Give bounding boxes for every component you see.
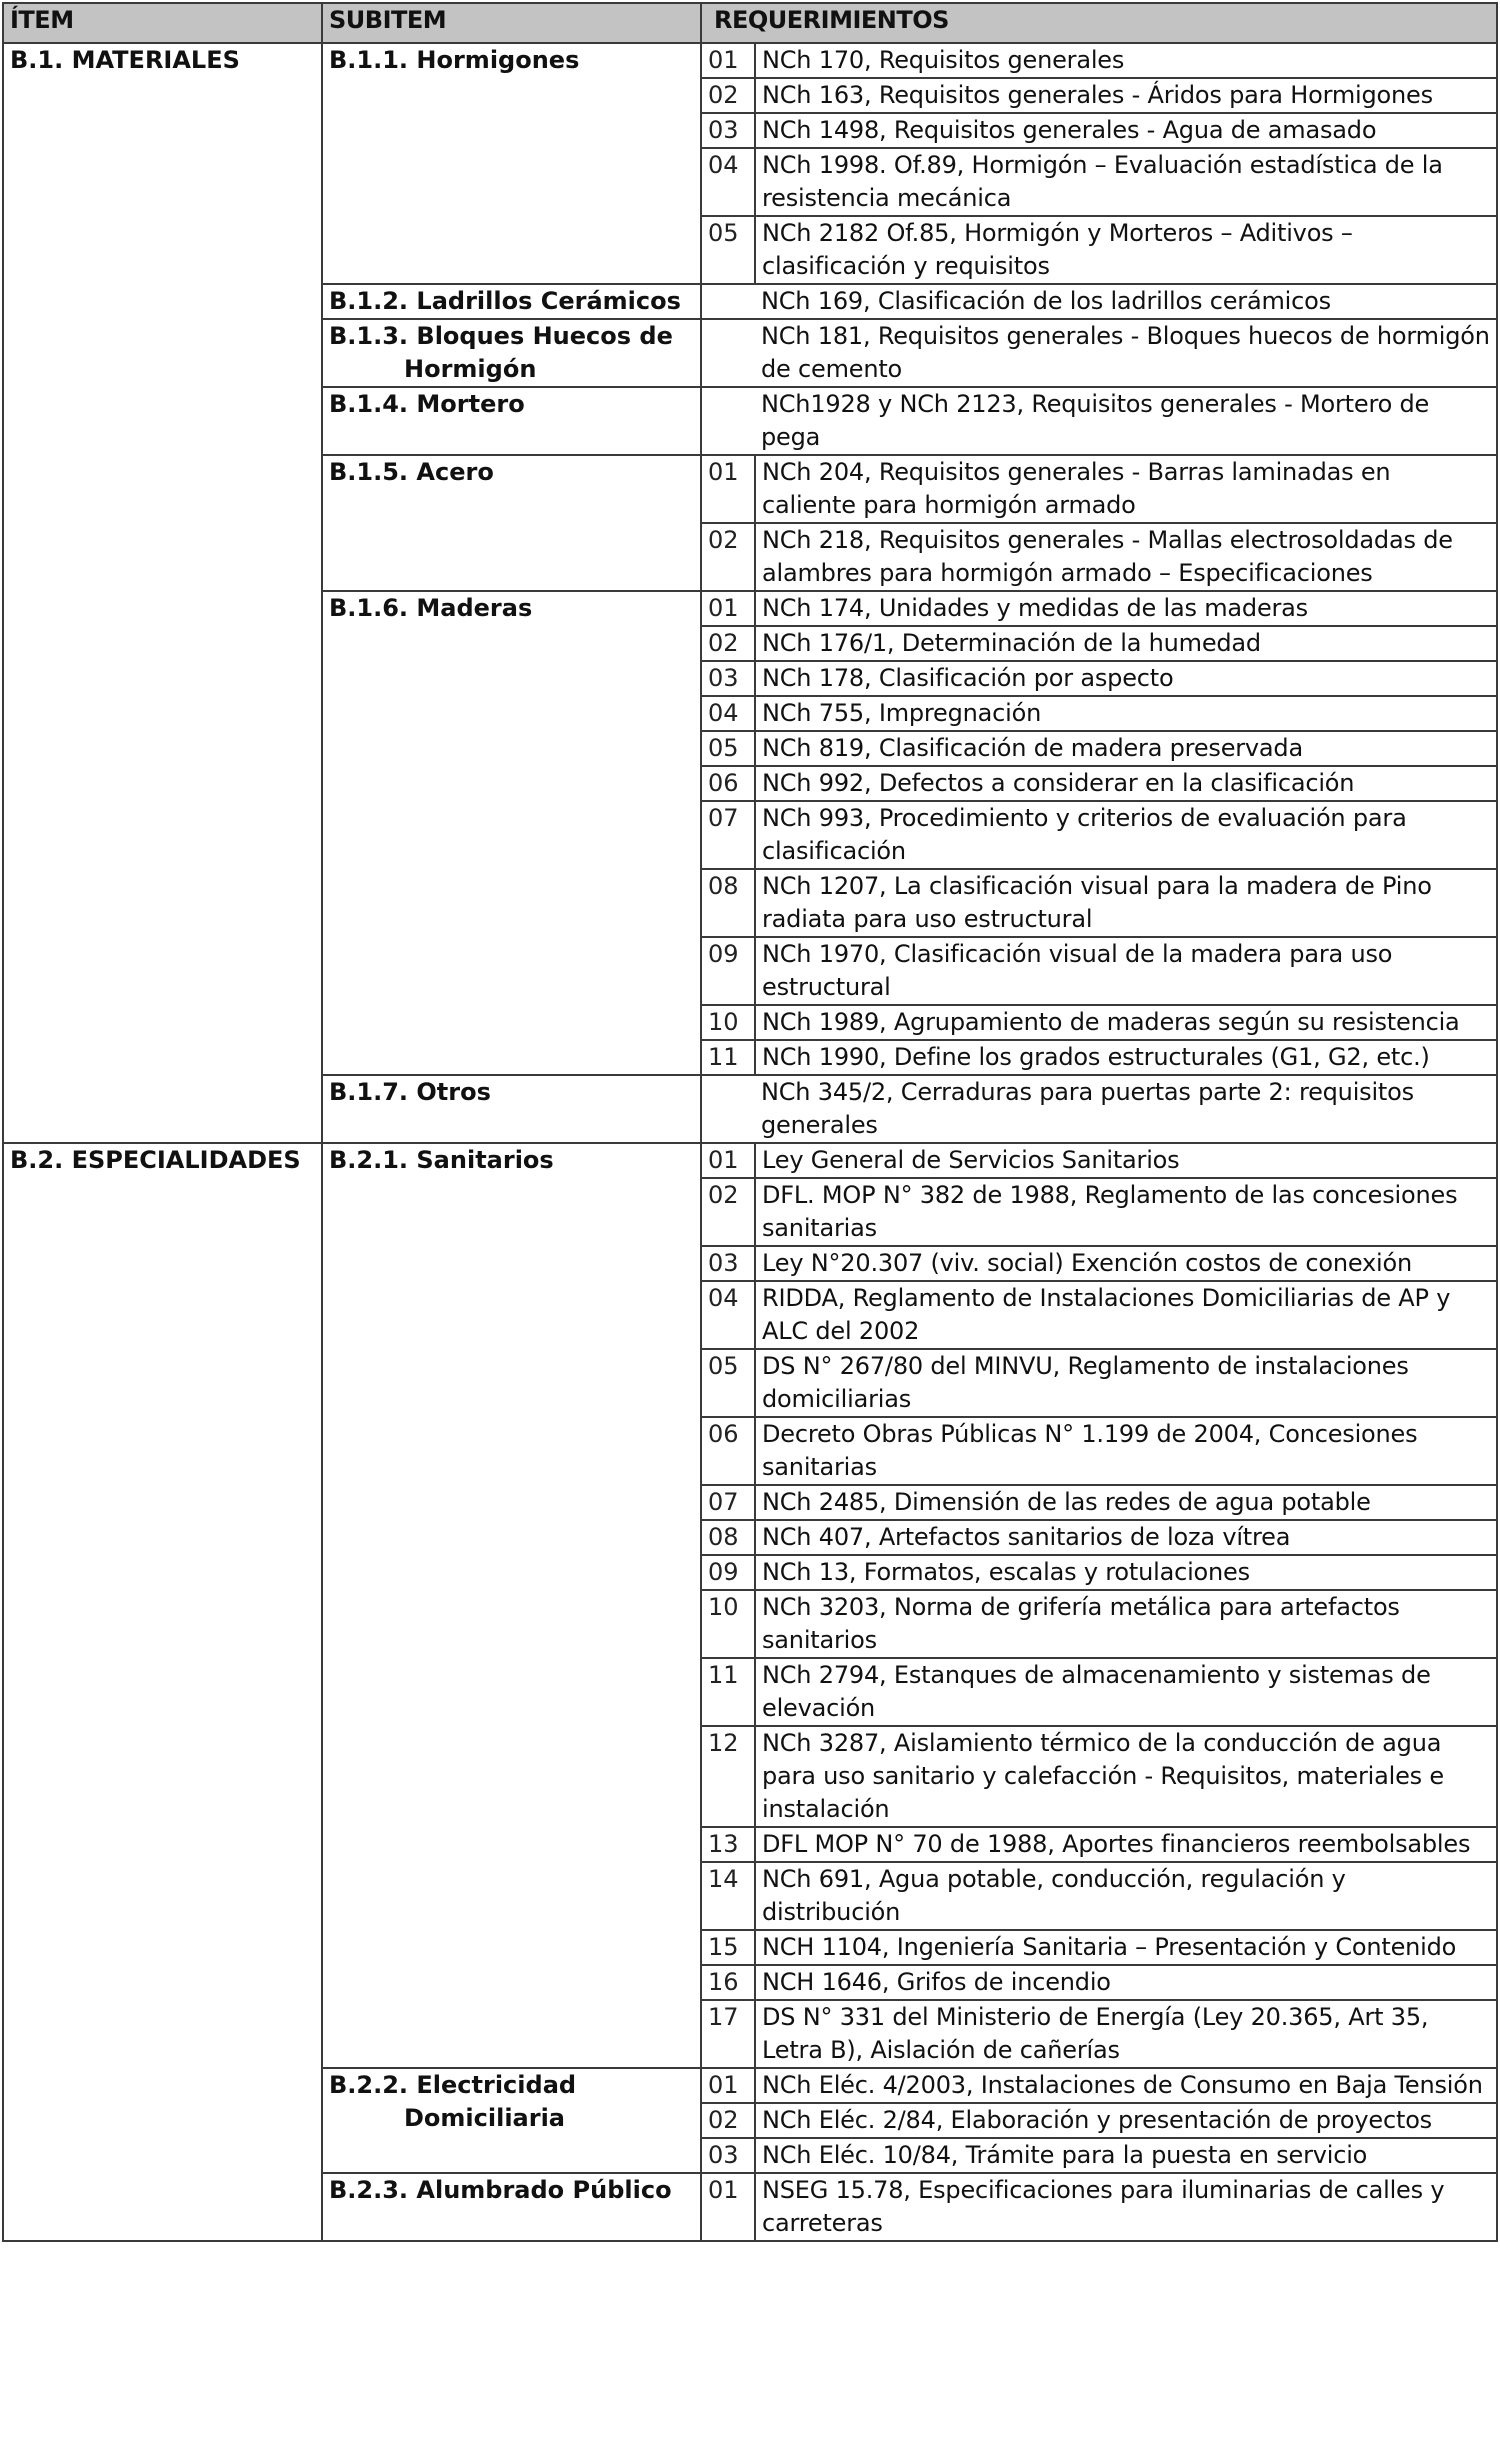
subitem-cell	[322, 2173, 701, 2241]
requirement-number: 11	[701, 1658, 755, 1726]
requirement-text: Decreto Obras Públicas N° 1.199 de 2004, Concesiones sanitarias	[755, 1417, 1497, 1485]
requirement-text: Ley General de Servicios Sanitarios	[755, 1143, 1497, 1178]
requirement-text: Ley N°20.307 (viv. social) Exención costos de conexión	[755, 1246, 1497, 1281]
requirement-text: NCh 819, Clasificación de madera preservada	[755, 731, 1497, 766]
subitem-cell	[322, 1075, 701, 1143]
requirement-text: NCh 1990, Define los grados estructurales (G1, G2, etc.)	[755, 1040, 1497, 1075]
requirement-number: 03	[701, 661, 755, 696]
requirement-number: 07	[701, 1485, 755, 1520]
requirement-text: NCh Eléc. 10/84, Trámite para la puesta en servicio	[755, 2138, 1497, 2173]
subitem-cell	[322, 387, 701, 455]
item-cell: B.1. MATERIALES	[3, 43, 322, 1143]
subitem-cell	[322, 319, 701, 387]
requirement-number: 02	[701, 78, 755, 113]
requirement-number: 01	[701, 2173, 755, 2241]
requirement-text: NCh 204, Requisitos generales - Barras laminadas en caliente para hormigón armado	[755, 455, 1497, 523]
subitem-cell	[322, 284, 701, 319]
requirement-text: NCh Eléc. 4/2003, Instalaciones de Consumo en Baja Tensión	[755, 2068, 1497, 2103]
requirement-number: 14	[701, 1862, 755, 1930]
requirement-number: 04	[701, 1281, 755, 1349]
requirement-number: 11	[701, 1040, 755, 1075]
subitem-label: B.1.5. Acero	[329, 458, 494, 486]
requirement-text: NCh 169, Clasificación de los ladrillos cerámicos	[755, 284, 1497, 319]
header-subitem: SUBITEM	[322, 3, 701, 43]
requirement-number	[701, 387, 755, 455]
requirement-text: NCh 1989, Agrupamiento de maderas según su resistencia	[755, 1005, 1497, 1040]
requirement-text: NCh 13, Formatos, escalas y rotulaciones	[755, 1555, 1497, 1590]
subitem-label: B.1.2. Ladrillos Cerámicos	[329, 287, 681, 315]
requirement-number: 15	[701, 1930, 755, 1965]
subitem-label: B.1.6. Maderas	[329, 594, 533, 622]
requirement-number: 10	[701, 1590, 755, 1658]
requirement-number: 09	[701, 1555, 755, 1590]
requirement-text: NCh 3287, Aislamiento térmico de la conducción de agua para uso sanitario y calefacción - Requisitos, materiales e instalación	[755, 1726, 1497, 1827]
requirement-text: NCh Eléc. 2/84, Elaboración y presentación de proyectos	[755, 2103, 1497, 2138]
subitem-label: B.1.1. Hormigones	[329, 46, 580, 74]
subitem-label: B.2.1. Sanitarios	[329, 1146, 554, 1174]
table-row	[3, 43, 1497, 78]
subitem-cell	[322, 591, 701, 1075]
requirement-text: NCh 992, Defectos a considerar en la clasificación	[755, 766, 1497, 801]
requirement-text: NCh 2794, Estanques de almacenamiento y sistemas de elevación	[755, 1658, 1497, 1726]
requirement-number: 09	[701, 937, 755, 1005]
requirement-number: 03	[701, 1246, 755, 1281]
header-requirements: REQUERIMIENTOS	[701, 3, 1497, 43]
requirement-number: 01	[701, 43, 755, 78]
requirement-number	[701, 319, 755, 387]
requirement-number: 03	[701, 2138, 755, 2173]
requirement-text: NCh 1998. Of.89, Hormigón – Evaluación estadística de la resistencia mecánica	[755, 148, 1497, 216]
requirement-text: RIDDA, Reglamento de Instalaciones Domiciliarias de AP y ALC del 2002	[755, 1281, 1497, 1349]
requirement-text: NCh 345/2, Cerraduras para puertas parte 2: requisitos generales	[755, 1075, 1497, 1143]
subitem-cell	[322, 1143, 701, 2068]
requirement-number: 02	[701, 626, 755, 661]
subitem-label: B.2.2. Electricidad	[329, 2071, 577, 2099]
subitem-label: B.1.4. Mortero	[329, 390, 525, 418]
requirement-text: NCh 176/1, Determinación de la humedad	[755, 626, 1497, 661]
requirement-text: NCh 1207, La clasificación visual para la madera de Pino radiata para uso estructural	[755, 869, 1497, 937]
requirement-number: 17	[701, 2000, 755, 2068]
requirement-number: 04	[701, 148, 755, 216]
requirement-number: 02	[701, 523, 755, 591]
requirement-number: 03	[701, 113, 755, 148]
requirement-number: 06	[701, 1417, 755, 1485]
requirement-number: 01	[701, 455, 755, 523]
requirement-number: 08	[701, 869, 755, 937]
requirement-number	[701, 1075, 755, 1143]
requirement-number: 16	[701, 1965, 755, 2000]
requirement-text: NCH 1104, Ingeniería Sanitaria – Presentación y Contenido	[755, 1930, 1497, 1965]
table-row	[3, 1143, 1497, 1178]
subitem-label: B.2.3. Alumbrado Público	[329, 2176, 672, 2204]
requirement-text: NCh 170, Requisitos generales	[755, 43, 1497, 78]
subitem-label: B.1.3. Bloques Huecos de	[329, 322, 673, 350]
subitem-label: B.1.7. Otros	[329, 1078, 491, 1106]
requirement-text: NCh 993, Procedimiento y criterios de evaluación para clasificación	[755, 801, 1497, 869]
requirement-text: NCh 755, Impregnación	[755, 696, 1497, 731]
item-cell: B.2. ESPECIALIDADES	[3, 1143, 322, 2241]
requirement-number: 05	[701, 1349, 755, 1417]
requirement-text: NCh 3203, Norma de grifería metálica para artefactos sanitarios	[755, 1590, 1497, 1658]
subitem-cell	[322, 2068, 701, 2173]
requirement-number: 01	[701, 591, 755, 626]
subitem-label-continuation: Hormigón	[404, 355, 537, 383]
requirement-text: DS N° 331 del Ministerio de Energía (Ley 20.365, Art 35, Letra B), Aislación de cañerías	[755, 2000, 1497, 2068]
requirement-text: NCh 2485, Dimensión de las redes de agua potable	[755, 1485, 1497, 1520]
requirement-text: NCh 691, Agua potable, conducción, regulación y distribución	[755, 1862, 1497, 1930]
requirement-text: NCh 2182 Of.85, Hormigón y Morteros – Aditivos – clasificación y requisitos	[755, 216, 1497, 284]
requirement-number: 12	[701, 1726, 755, 1827]
requirement-text: DFL. MOP N° 382 de 1988, Reglamento de las concesiones sanitarias	[755, 1178, 1497, 1246]
requirement-text: NCH 1646, Grifos de incendio	[755, 1965, 1497, 2000]
requirement-text: DFL MOP N° 70 de 1988, Aportes financieros reembolsables	[755, 1827, 1497, 1862]
requirement-text: NCh 178, Clasificación por aspecto	[755, 661, 1497, 696]
requirement-number: 01	[701, 2068, 755, 2103]
requirement-text: NCh 1970, Clasificación visual de la madera para uso estructural	[755, 937, 1497, 1005]
subitem-cell	[322, 455, 701, 591]
requirement-number: 01	[701, 1143, 755, 1178]
requirement-number: 07	[701, 801, 755, 869]
subitem-label-continuation: Domiciliaria	[404, 2104, 566, 2132]
requirement-text: NSEG 15.78, Especificaciones para iluminarias de calles y carreteras	[755, 2173, 1497, 2241]
requirement-text: NCh 163, Requisitos generales - Áridos para Hormigones	[755, 78, 1497, 113]
requirement-text: NCh 1498, Requisitos generales - Agua de amasado	[755, 113, 1497, 148]
header-item: ÍTEM	[3, 3, 322, 43]
requirement-text: NCh 407, Artefactos sanitarios de loza vítrea	[755, 1520, 1497, 1555]
requirement-text: DS N° 267/80 del MINVU, Reglamento de instalaciones domiciliarias	[755, 1349, 1497, 1417]
table-header-row	[3, 3, 1497, 43]
requirement-text: NCh 218, Requisitos generales - Mallas electrosoldadas de alambres para hormigón armado – Especificaciones	[755, 523, 1497, 591]
requirement-number: 02	[701, 2103, 755, 2138]
requirement-text: NCh 181, Requisitos generales - Bloques huecos de hormigón de cemento	[755, 319, 1497, 387]
requirement-number	[701, 284, 755, 319]
requirement-text: NCh 174, Unidades y medidas de las maderas	[755, 591, 1497, 626]
subitem-cell	[322, 43, 701, 284]
requirement-number: 10	[701, 1005, 755, 1040]
requirement-number: 04	[701, 696, 755, 731]
requirement-number: 02	[701, 1178, 755, 1246]
requirement-number: 13	[701, 1827, 755, 1862]
requirements-table	[2, 2, 1498, 2242]
requirement-number: 05	[701, 216, 755, 284]
requirement-number: 08	[701, 1520, 755, 1555]
table-body	[3, 43, 1497, 2241]
requirement-text: NCh1928 y NCh 2123, Requisitos generales - Mortero de pega	[755, 387, 1497, 455]
requirement-number: 06	[701, 766, 755, 801]
requirement-number: 05	[701, 731, 755, 766]
